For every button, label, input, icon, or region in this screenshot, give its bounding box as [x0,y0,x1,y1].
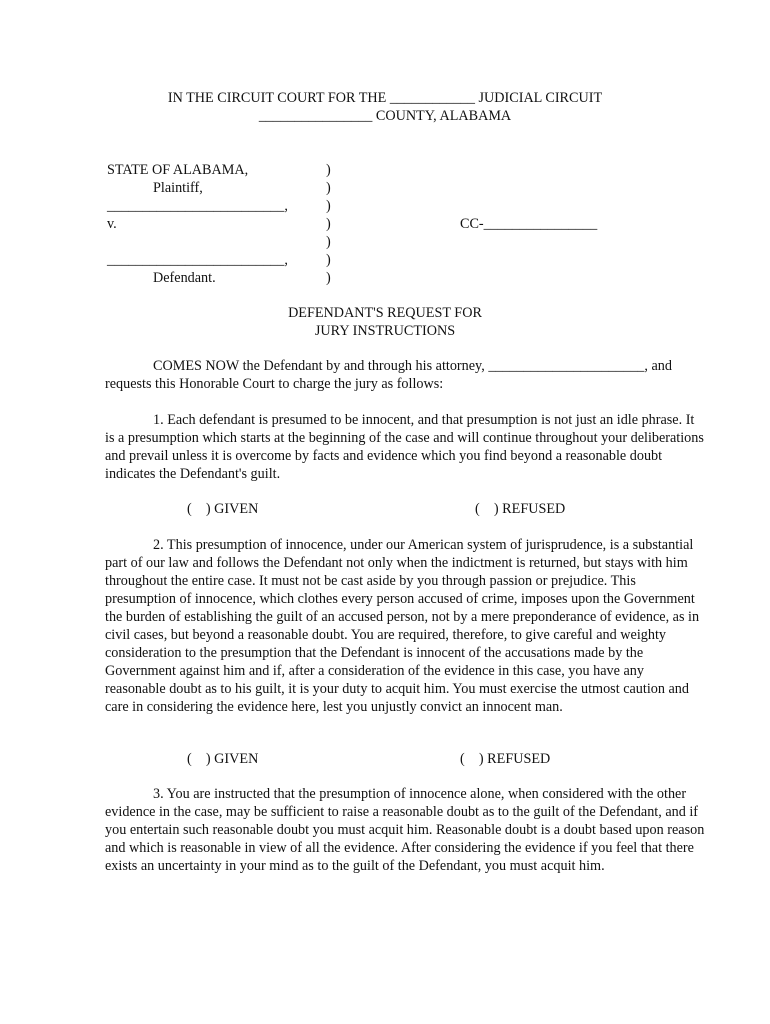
instruction-2-given-checkbox[interactable]: ( ) GIVEN [187,751,259,767]
court-header-suffix: JUDICIAL CIRCUIT [478,90,603,106]
county-blank[interactable]: ________________ [258,108,373,124]
instruction-text: 1. Each defendant is presumed to be innocent, and that presumption is not just an idle phrase. It is a presumption which starts at the beginning of the case and will continue throughout your deliberations and prevail unless it is overcome by facts and evidence which you find beyond a reasonable doubt indicates the Defendant's guilt. [105,412,704,482]
caption-paren: ) [326,162,331,178]
intro-text-end: , and requests this Honorable Court to charge the jury as follows: [105,358,672,392]
defendant-name-blank-1[interactable]: _________________________, [107,198,288,214]
intro-paragraph [105,357,705,393]
plaintiff-name: STATE OF ALABAMA, [107,162,249,178]
court-header-prefix: IN THE CIRCUIT COURT FOR THE [167,90,387,106]
instruction-1-given-checkbox[interactable]: ( ) GIVEN [187,501,259,517]
county-suffix: COUNTY, ALABAMA [375,108,512,124]
plaintiff-role: Plaintiff, [153,180,203,196]
caption-paren: ) [326,180,331,196]
instruction-text: 3. You are instructed that the presumption of innocence alone, when considered with the other evidence in the case, may be sufficient to raise a reasonable doubt as to the guilt of the Defendant, and if you entertain such reasonable doubt you must acquit him. Reasonable doubt is a doubt based upon reason and which is reasonable in view of all the evidence. After considering the evidence if you feel that there exists an uncertainty in your mind as to the guilt of the Defendant, you must acquit him. [105,786,705,874]
versus-label: v. [107,216,117,232]
instruction-paragraph-3 [105,785,705,875]
document-title-line-2: JURY INSTRUCTIONS [314,323,456,339]
caption-paren: ) [326,198,331,214]
attorney-name-blank[interactable]: ______________________ [488,358,645,374]
case-number-blank[interactable]: ________________ [483,216,598,232]
caption-paren: ) [326,270,331,286]
intro-text-start: COMES NOW the Defendant by and through his attorney, [153,358,485,374]
defendant-role: Defendant. [153,270,216,286]
instruction-paragraph-2 [105,536,705,716]
caption-paren: ) [326,234,331,250]
court-header-line-1 [0,89,770,107]
defendant-name-blank-2[interactable]: _________________________, [107,252,288,268]
case-number [460,215,597,233]
judicial-circuit-blank[interactable]: ____________ [389,90,475,106]
instruction-1-refused-checkbox[interactable]: ( ) REFUSED [475,501,566,517]
document-title-line-1: DEFENDANT'S REQUEST FOR [288,305,482,321]
instruction-text: 2. This presumption of innocence, under our American system of jurisprudence, is a substantial part of our law and follows the Defendant not only when the indictment is returned, but stays with him throughout the entire case. It must not be cast aside by you through passion or prejudice. This presumption of innocence, which clothes every person accused of crime, imposes upon the Government the burden of establishing the guilt of an accused person, not by a mere preponderance of evidence, as in civil cases, but beyond a reasonable doubt. You are required, therefore, to give careful and weighty consideration to the presumption that the Defendant is innocent of the accusations made by the Government against him and if, after a consideration of the evidence in this case, you have any reasonable doubt as to his guilt, it is your duty to acquit him. You must exercise the utmost caution and care in considering the evidence here, lest you unjustly convict an innocent man. [105,537,700,715]
instruction-paragraph-1 [105,411,705,483]
caption-paren: ) [326,252,331,268]
instruction-2-refused-checkbox[interactable]: ( ) REFUSED [460,751,551,767]
court-header-line-2 [0,107,770,125]
case-number-prefix: CC- [460,216,484,232]
caption-paren: ) [326,216,331,232]
